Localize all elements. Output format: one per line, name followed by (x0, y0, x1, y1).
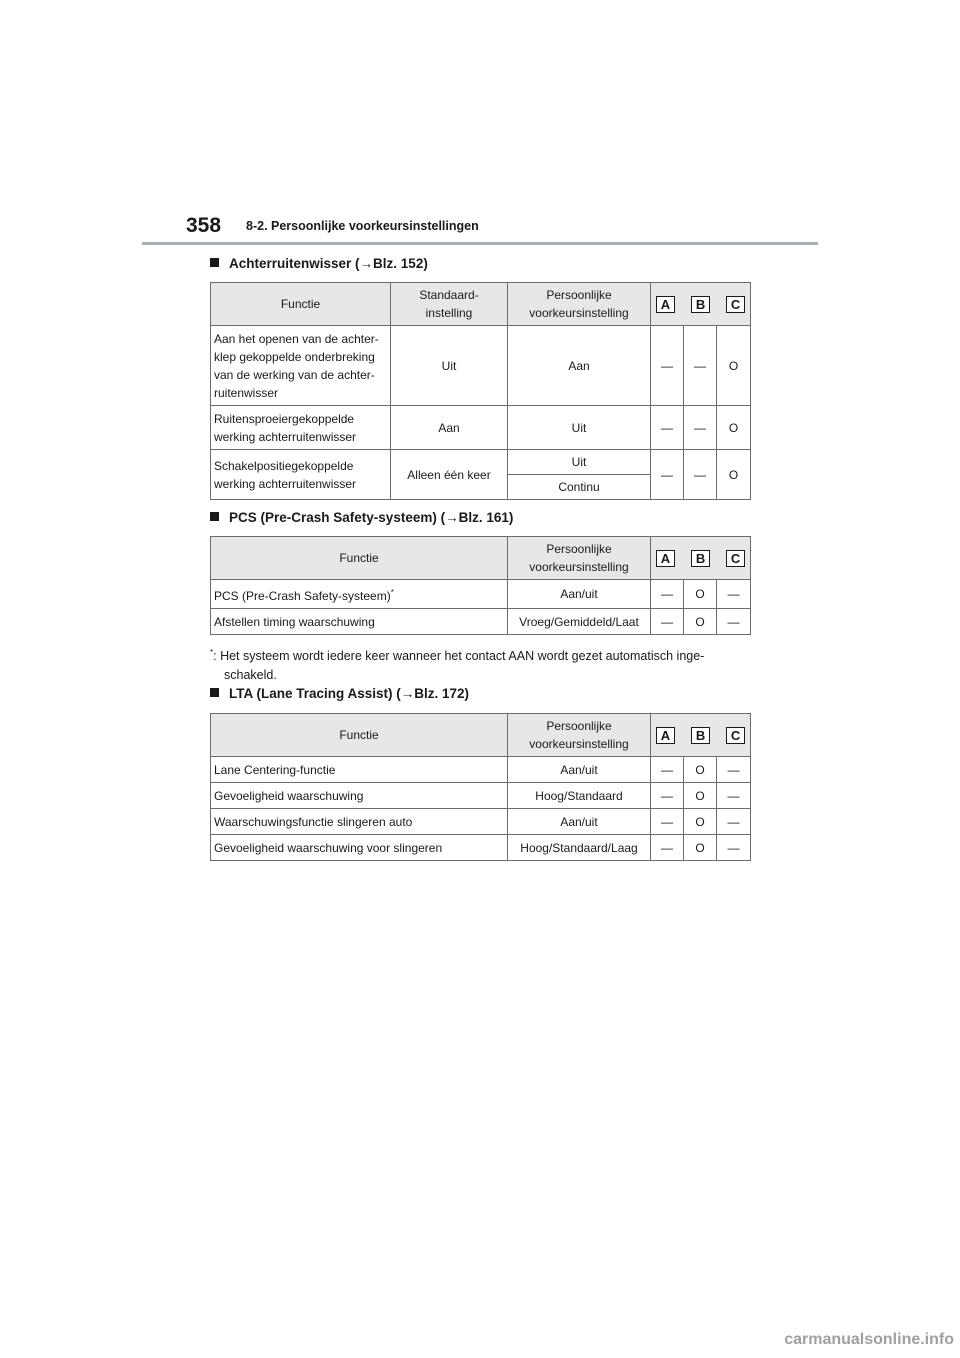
square-bullet-icon (210, 688, 219, 697)
cell-b: — (684, 406, 717, 450)
table-row (211, 783, 751, 809)
function-cell: Lane Centering-functie (211, 757, 508, 783)
custom-cell: Hoog/Standaard (508, 783, 651, 809)
table-row (211, 609, 751, 635)
cell-a: — (651, 609, 684, 635)
cell-c: O (717, 406, 751, 450)
custom-cell: Vroeg/Gemiddeld/Laat (508, 609, 651, 635)
lta-table (210, 713, 751, 861)
standard-cell: Aan (391, 406, 508, 450)
cell-a: — (651, 809, 684, 835)
watermark: carmanualsonline.info (784, 1331, 954, 1348)
column-header-custom: Persoonlijke voorkeursinstelling (508, 283, 651, 326)
table-row (211, 450, 751, 475)
key-a-icon: A (656, 727, 675, 744)
cell-a: — (651, 450, 684, 500)
custom-cell: Hoog/Standaard/Laag (508, 835, 651, 861)
column-header-custom: Persoonlijke voorkeursinstelling (508, 714, 651, 757)
standard-cell: Uit (391, 326, 508, 406)
table-row (211, 835, 751, 861)
footnote: *: Het systeem wordt iedere keer wanneer het contact AAN wordt gezet automatisch inge- schakeld. (210, 648, 705, 683)
cell-b: — (684, 326, 717, 406)
cell-b: O (684, 783, 717, 809)
section-heading-pcs: PCS (Pre-Crash Safety-systeem) (→Blz. 161) (210, 510, 513, 525)
column-header-keys (651, 283, 751, 326)
cell-a: — (651, 326, 684, 406)
square-bullet-icon (210, 258, 219, 267)
cell-b: O (684, 809, 717, 835)
cell-a: — (651, 835, 684, 861)
cell-b: O (684, 609, 717, 635)
key-a-icon: A (656, 296, 675, 313)
arrow-right-icon: → (359, 256, 374, 271)
table-row (211, 406, 751, 450)
column-header-function: Functie (211, 537, 508, 580)
cell-c: — (717, 609, 751, 635)
custom-cell: Continu (508, 475, 651, 500)
column-header-function: Functie (211, 283, 391, 326)
key-b-icon: B (691, 550, 710, 567)
custom-cell: Aan/uit (508, 809, 651, 835)
standard-cell: Alleen één keer (391, 450, 508, 500)
cell-a: — (651, 757, 684, 783)
pcs-table (210, 536, 751, 635)
cell-c: — (717, 809, 751, 835)
function-cell: Gevoeligheid waarschuwing voor slingeren (211, 835, 508, 861)
cell-b: O (684, 835, 717, 861)
custom-cell: Aan (508, 326, 651, 406)
column-header-standard: Standaard- instelling (391, 283, 508, 326)
header-rule (142, 242, 818, 245)
key-b-icon: B (691, 727, 710, 744)
table-header-row (211, 283, 751, 326)
table-row (211, 809, 751, 835)
column-header-custom: Persoonlijke voorkeursinstelling (508, 537, 651, 580)
page-number: 358 (186, 214, 222, 237)
chapter-title: 8-2. Persoonlijke voorkeursinstellingen (246, 219, 479, 233)
arrow-right-icon: → (445, 510, 459, 525)
key-c-icon: C (726, 727, 745, 744)
column-header-keys (651, 537, 751, 580)
footnote-mark: * (210, 648, 214, 657)
custom-cell: Uit (508, 450, 651, 475)
square-bullet-icon (210, 512, 219, 521)
custom-cell: Aan/uit (508, 757, 651, 783)
function-cell: Gevoeligheid waarschuwing (211, 783, 508, 809)
function-cell: PCS (Pre-Crash Safety-systeem)* (211, 580, 508, 609)
key-c-icon: C (726, 550, 745, 567)
cell-b: O (684, 580, 717, 609)
rear-wiper-table (210, 282, 751, 500)
custom-cell: Uit (508, 406, 651, 450)
cell-c: O (717, 326, 751, 406)
table-header-row (211, 714, 751, 757)
function-cell: Ruitensproeiergekoppelde werking achterruitenwisser (211, 406, 391, 450)
cell-a: — (651, 580, 684, 609)
section-heading-lta: LTA (Lane Tracing Assist) (→Blz. 172) (210, 686, 469, 701)
function-cell: Aan het openen van de achter- klep gekoppelde onderbreking van de werking van de achter- ruitenwisser (211, 326, 391, 406)
cell-c: — (717, 580, 751, 609)
cell-b: O (684, 757, 717, 783)
cell-c: — (717, 783, 751, 809)
key-a-icon: A (656, 550, 675, 567)
cell-c: — (717, 835, 751, 861)
table-row (211, 326, 751, 406)
table-header-row (211, 537, 751, 580)
function-cell: Schakelpositiegekoppelde werking achterruitenwisser (211, 450, 391, 500)
cell-b: — (684, 450, 717, 500)
table-row (211, 757, 751, 783)
column-header-function: Functie (211, 714, 508, 757)
column-header-keys (651, 714, 751, 757)
cell-c: O (717, 450, 751, 500)
cell-a: — (651, 406, 684, 450)
function-cell: Waarschuwingsfunctie slingeren auto (211, 809, 508, 835)
table-row (211, 580, 751, 609)
custom-cell: Aan/uit (508, 580, 651, 609)
key-c-icon: C (726, 296, 745, 313)
key-b-icon: B (691, 296, 710, 313)
cell-a: — (651, 783, 684, 809)
function-cell: Afstellen timing waarschuwing (211, 609, 508, 635)
section-heading-rear-wiper: Achterruitenwisser (→Blz. 152) (210, 256, 428, 271)
cell-c: — (717, 757, 751, 783)
arrow-right-icon: → (400, 686, 415, 701)
